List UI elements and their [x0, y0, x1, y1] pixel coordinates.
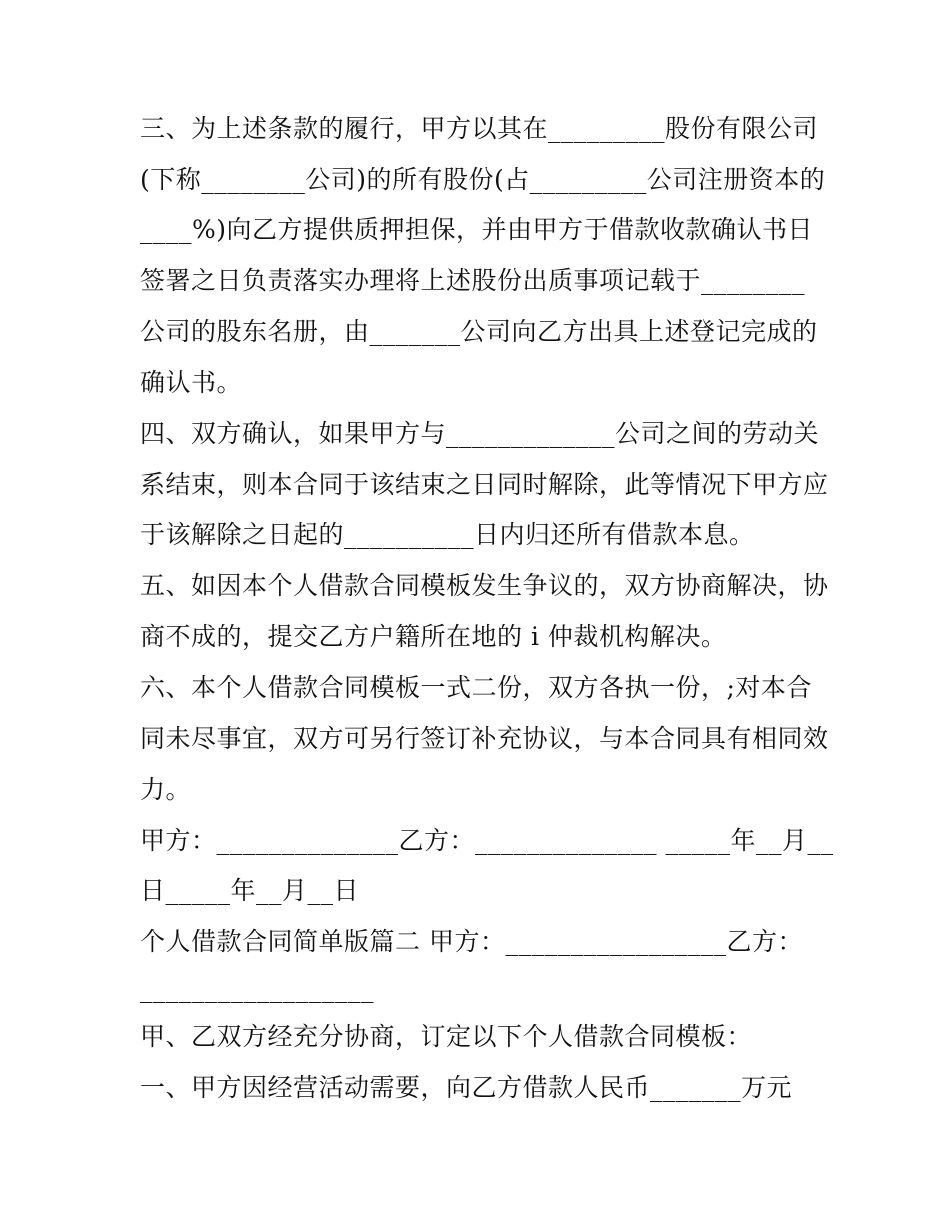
section-2-heading: 个人借款合同简单版篇二 甲方：_________________乙方： — [140, 927, 803, 956]
clause-5-line-2: 商不成的，提交乙方户籍所在地的 i 仲裁机构解决。 — [140, 622, 727, 651]
clause-4-line-2: 系结束，则本合同于该结束之日同时解除，此等情况下甲方应 — [140, 470, 829, 499]
clause-3-line-4: 签署之日负责落实办理将上述股份出质事项记载于________ — [140, 266, 806, 295]
clause-3-line-1: 三、为上述条款的履行，甲方以其在_________股份有限公司 — [140, 114, 819, 143]
clause-6-line-3: 力。 — [140, 775, 192, 804]
clause-3-line-3: ____%)向乙方提供质押担保，并由甲方于借款收款确认书日 — [140, 215, 814, 244]
clause-6-line-1: 六、本个人借款合同模板一式二份，双方各执一份，;对本合 — [140, 673, 812, 702]
section-2-clause-1: 一、甲方因经营活动需要，向乙方借款人民币_______万元 — [140, 1073, 793, 1102]
clause-3-line-6: 确认书。 — [140, 368, 243, 397]
signature-line-2: 日_____年__月__日 — [140, 876, 360, 905]
clause-4-line-1: 四、双方确认，如果甲方与_____________公司之间的劳动关 — [140, 419, 820, 448]
section-2-intro: 甲、乙双方经充分协商，订定以下个人借款合同模板： — [140, 1022, 753, 1051]
clause-3-line-2: (下称________公司)的所有股份(占_________公司注册资本的 — [140, 165, 826, 194]
clause-3-line-5: 公司的股东名册，由_______公司向乙方出具上述登记完成的 — [140, 317, 818, 346]
section-2-party-b-blank: __________________ — [140, 974, 374, 1003]
clause-6-line-2: 同未尽事宜，双方可另行签订补充协议，与本合同具有相同效 — [140, 724, 829, 753]
clause-4-line-3: 于该解除之日起的__________日内归还所有借款本息。 — [140, 520, 755, 549]
clause-5-line-1: 五、如因本个人借款合同模板发生争议的，双方协商解决，协 — [140, 571, 829, 600]
signature-line-1: 甲方：______________乙方：______________ _____年__月__ — [140, 826, 834, 855]
